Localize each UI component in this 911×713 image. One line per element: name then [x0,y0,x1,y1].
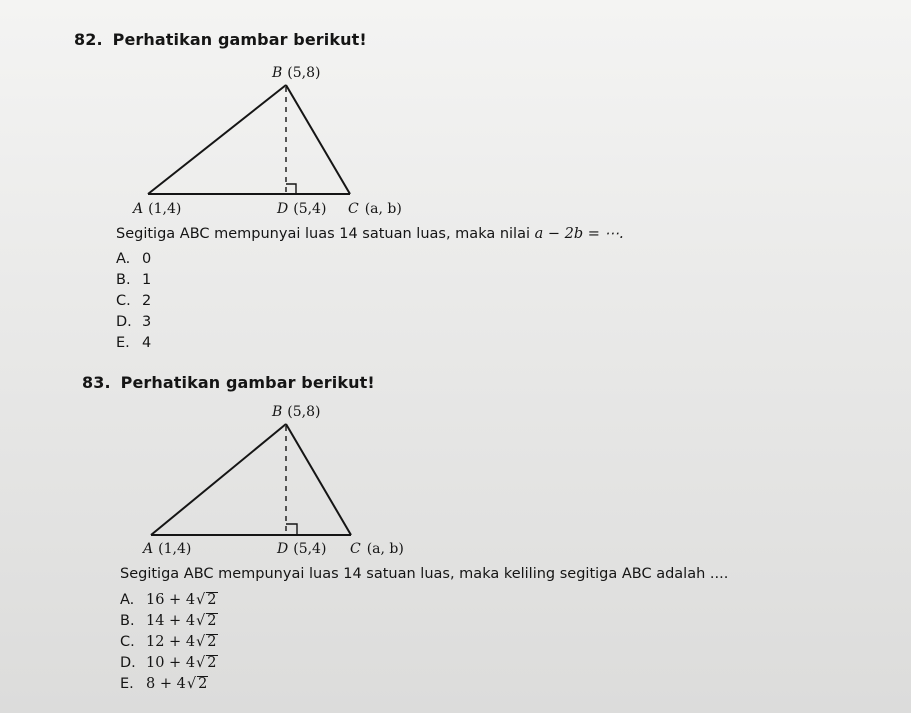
question-83-option-a[interactable]: A. 16 + 4√ 2 [120,591,217,608]
question-83-triangle-diagram [130,398,430,563]
sqrt-symbol: √ [196,654,206,671]
question-82-option-e[interactable]: E. 4 [116,334,152,351]
question-83-figure [130,398,430,563]
sqrt-symbol: √ [186,675,197,692]
q83-side-bc [286,424,351,535]
question-82-stem-text: Segitiga ABC mempunyai luas 14 satuan luas, maka nilai [116,226,535,242]
question-82-stem-expression: a − 2b = ⋯. [534,226,624,242]
question-82-option-b[interactable]: B. 1 [116,271,152,288]
q83-side-ab [151,424,286,535]
question-82-triangle-diagram [130,60,430,220]
question-82-stem [116,226,624,242]
question-83-options [120,589,218,694]
q82-label-d: D (5,4) [277,201,327,217]
question-83-option-b[interactable]: B. 14 + 4√ 2 [120,612,217,629]
q83-right-angle-mark [286,524,297,535]
question-82-option-d[interactable]: D. 3 [116,313,152,330]
question-83-option-d[interactable]: D. 10 + 4√ 2 [120,654,217,671]
q82-side-bc [286,85,350,194]
question-82-option-a[interactable]: A. 0 [116,250,152,267]
q82-side-ab [148,85,286,194]
question-82-figure [130,60,430,220]
q83-label-d: D (5,4) [277,541,327,557]
q82-label-b: B (5,8) [272,65,321,81]
question-83-stem: Segitiga ABC mempunyai luas 14 satuan luas, maka keliling segitiga ABC adalah .... [120,566,729,582]
q82-label-c: C (a, b) [348,201,402,217]
question-82-option-c[interactable]: C. 2 [116,292,152,309]
q83-label-a: A (1,4) [143,541,192,557]
sqrt-symbol: √ [196,612,206,629]
question-82-title: Perhatikan gambar berikut! [112,30,367,49]
q82-right-angle-mark [286,184,296,194]
question-82-options [116,248,151,353]
sqrt-symbol: √ [196,591,206,608]
question-83-option-e[interactable]: E. 8 + 4√ 2 [120,675,208,692]
q83-label-c: C (a, b) [350,541,404,557]
q83-label-b: B (5,8) [272,404,321,420]
question-83-number: 83. [82,373,111,392]
question-83-option-c[interactable]: C. 12 + 4√ 2 [120,633,217,650]
sqrt-symbol: √ [196,633,206,650]
question-83-title: Perhatikan gambar berikut! [120,373,375,392]
question-82-heading [74,30,367,49]
q82-label-a: A (1,4) [133,201,182,217]
question-82-number: 82. [74,30,103,49]
question-83-heading [82,373,375,392]
